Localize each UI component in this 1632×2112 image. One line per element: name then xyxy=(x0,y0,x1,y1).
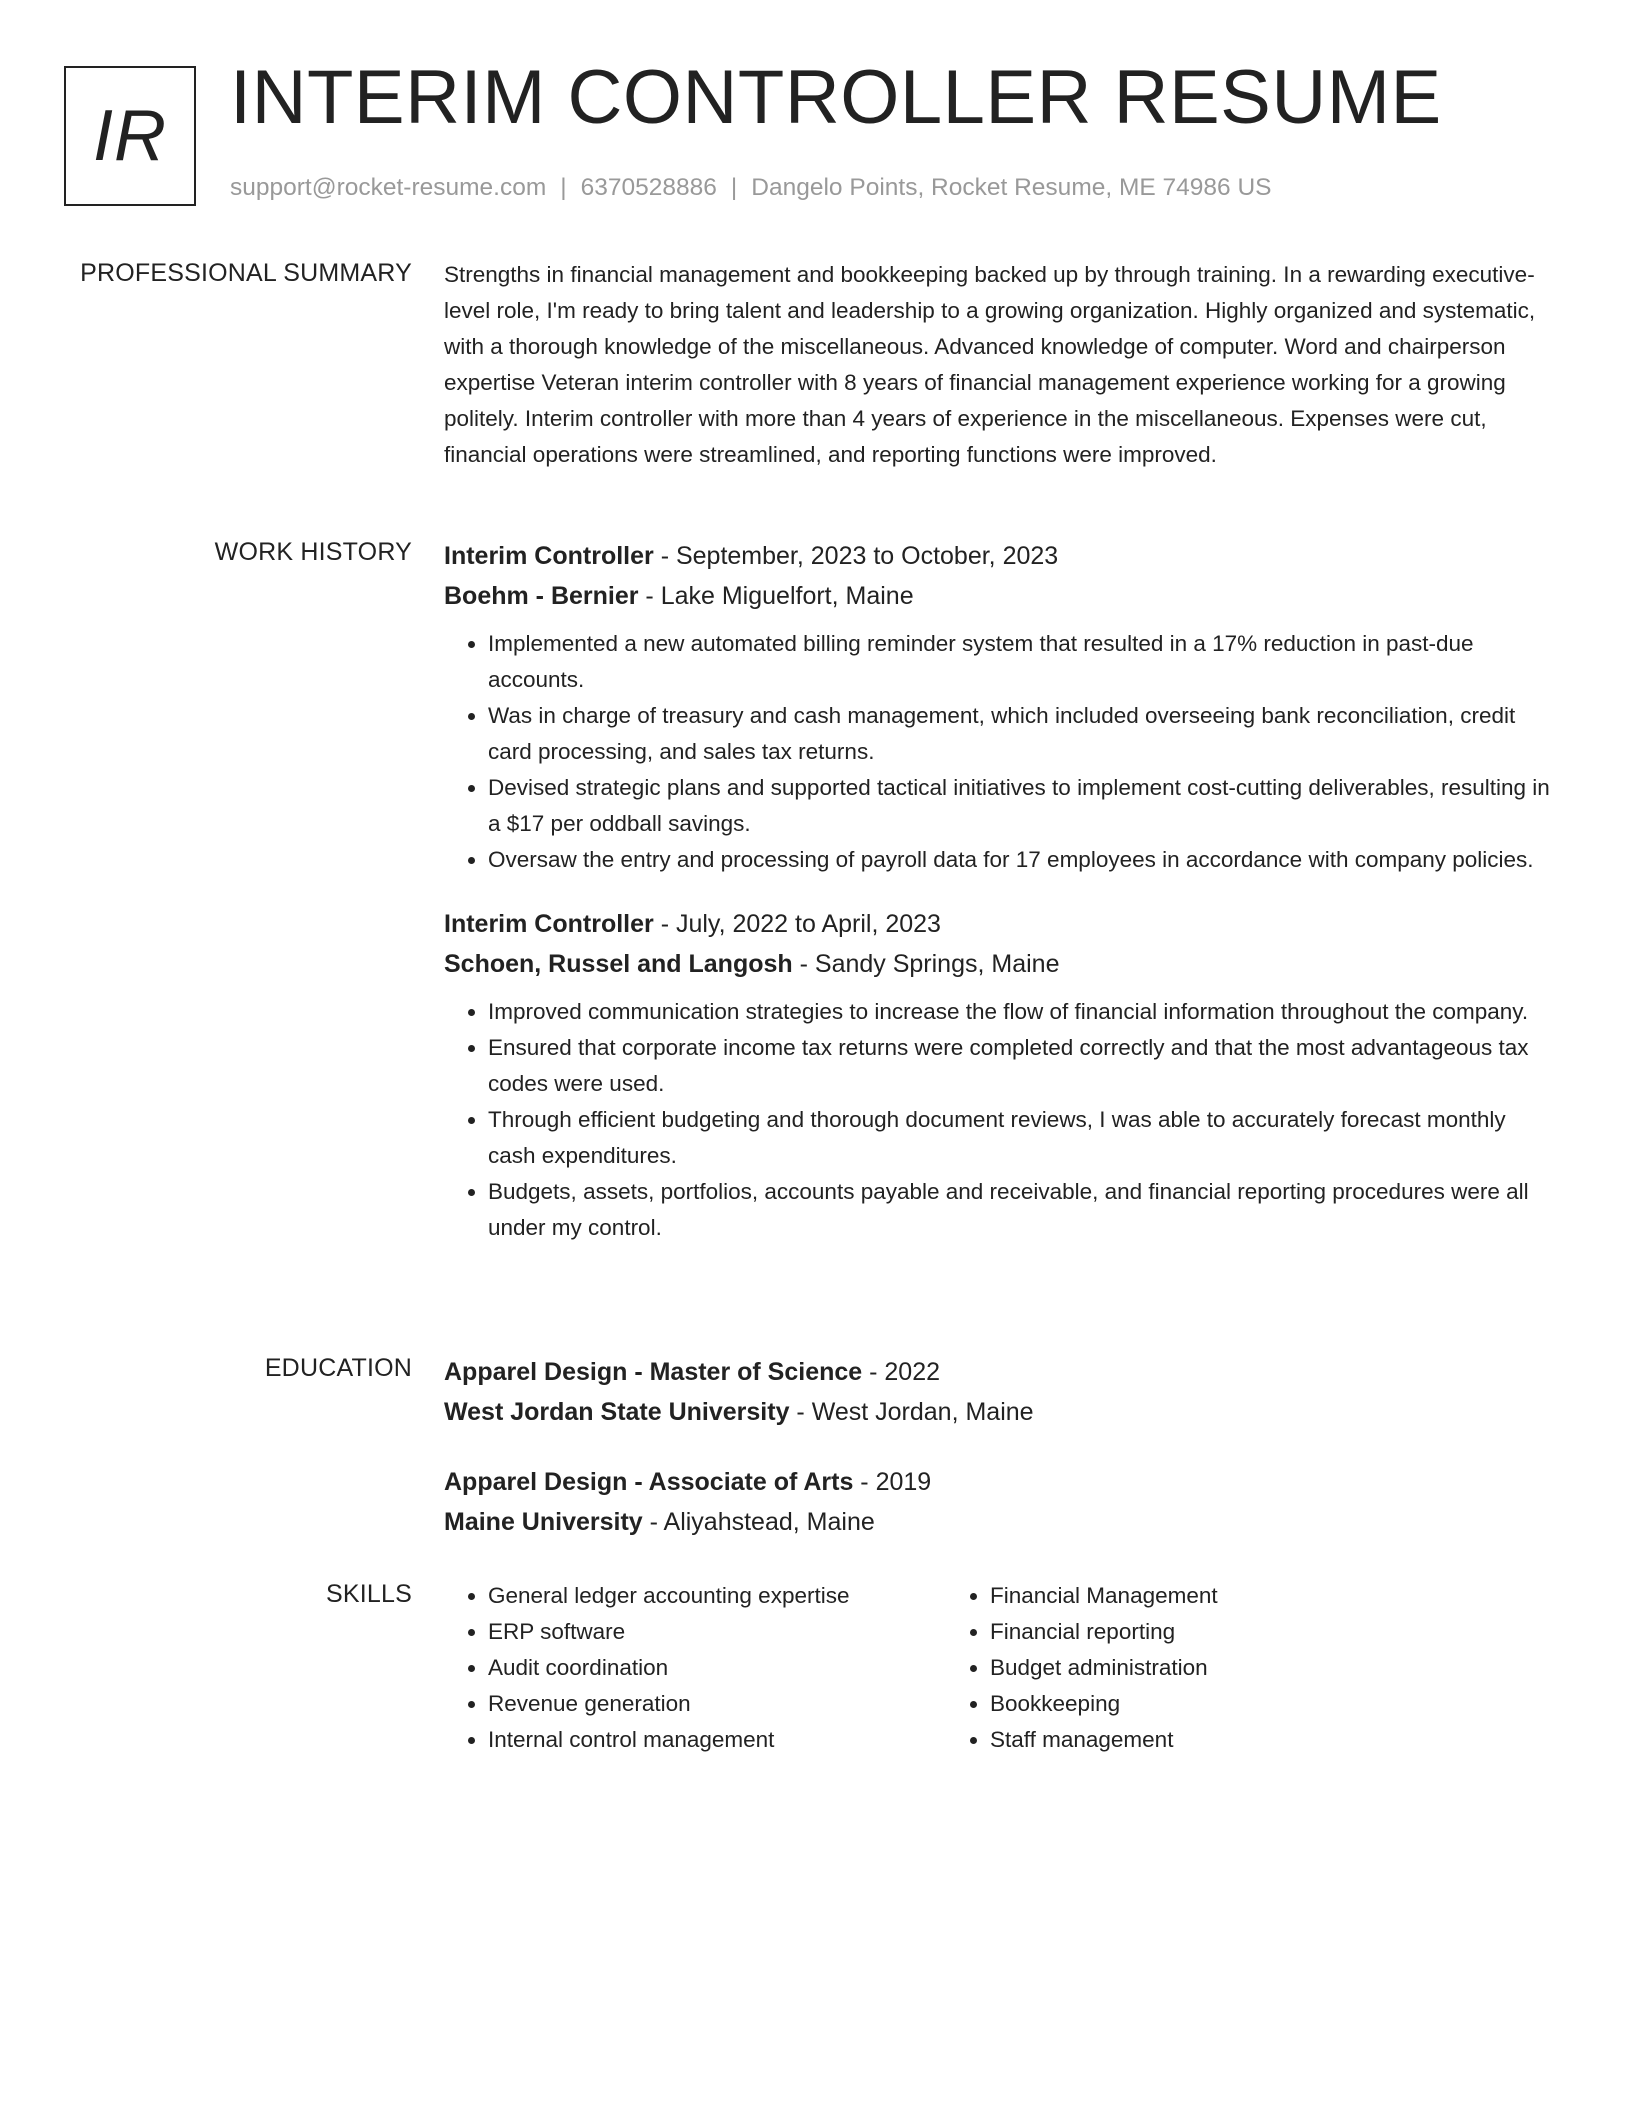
job-bullet: • Ensured that corporate income tax returns were completed correctly and that the most advantageous tax codes were used. xyxy=(488,1030,1556,1102)
skills-list-left xyxy=(444,1578,946,1758)
education-year: - 2022 xyxy=(862,1358,941,1386)
education-degree-line xyxy=(444,1352,1556,1392)
section-label-skills: SKILLS xyxy=(326,1580,412,1608)
monogram-initials: IR xyxy=(93,96,167,176)
contact-separator: | xyxy=(730,174,738,201)
job-company: Boehm - Bernier xyxy=(444,582,639,610)
job-company-line xyxy=(444,576,1556,616)
job-bullet: • Improved communication strategies to increase the flow of financial information throughout the company. xyxy=(488,994,1556,1030)
section-label-summary: PROFESSIONAL SUMMARY xyxy=(80,259,412,287)
summary-body xyxy=(444,257,1556,473)
education-entry xyxy=(444,1352,1556,1432)
skill-item: • Bookkeeping xyxy=(990,1686,1448,1722)
job-title: Interim Controller xyxy=(444,542,654,570)
skill-item: • Internal control management xyxy=(488,1722,946,1758)
skill-item: • Financial Management xyxy=(990,1578,1448,1614)
job-entry xyxy=(444,536,1556,878)
job-bullet: • Oversaw the entry and processing of payroll data for 17 employees in accordance with company policies. xyxy=(488,842,1556,878)
job-title: Interim Controller xyxy=(444,910,654,938)
skill-item: • Financial reporting xyxy=(990,1614,1448,1650)
education-body xyxy=(444,1352,1556,1572)
skills-list-right xyxy=(946,1578,1448,1758)
education-school: Maine University xyxy=(444,1508,643,1536)
job-bullet: • Implemented a new automated billing reminder system that resulted in a 17% reduction in past-due accounts. xyxy=(488,626,1556,698)
education-year: - 2019 xyxy=(853,1468,932,1496)
monogram-box xyxy=(64,66,196,206)
contact-email: support@rocket-resume.com xyxy=(230,174,547,201)
skills-body xyxy=(444,1578,1556,1758)
education-location: - Aliyahstead, Maine xyxy=(642,1508,875,1536)
education-school: West Jordan State University xyxy=(444,1398,790,1426)
section-label-work: WORK HISTORY xyxy=(214,538,412,566)
section-label-education: EDUCATION xyxy=(264,1354,412,1382)
job-company: Schoen, Russel and Langosh xyxy=(444,950,793,978)
job-bullet: • Budgets, assets, portfolios, accounts payable and receivable, and financial reporting procedures were all under my control. xyxy=(488,1174,1556,1246)
education-location: - West Jordan, Maine xyxy=(789,1398,1034,1426)
education-degree: Apparel Design - Associate of Arts xyxy=(444,1468,854,1496)
job-bullets xyxy=(444,626,1556,878)
job-bullets xyxy=(444,994,1556,1246)
job-entry xyxy=(444,904,1556,1246)
resume-title: INTERIM CONTROLLER RESUME xyxy=(230,55,1442,140)
job-title-line xyxy=(444,536,1556,576)
summary-text: Strengths in financial management and bookkeeping backed up by through training. In a rewarding executive-level role, I'm ready to bring talent and leadership to a growing organization. Highly organized and systematic, with a thorough knowledge of the miscellaneous. Advanced knowledge of computer. Word and chairperson expertise Veteran interim controller with 8 years of financial management experience working for a growing politely. Interim controller with more than 4 years of experience in the miscellaneous. Expenses were cut, financial operations were streamlined, and reporting functions were improved. xyxy=(444,262,1536,467)
job-dates: - September, 2023 to October, 2023 xyxy=(653,542,1059,570)
skill-item: • General ledger accounting expertise xyxy=(488,1578,946,1614)
job-title-line xyxy=(444,904,1556,944)
contact-line xyxy=(230,174,1272,202)
job-location: - Sandy Springs, Maine xyxy=(792,950,1060,978)
skill-item: • Revenue generation xyxy=(488,1686,946,1722)
skill-item: • Staff management xyxy=(990,1722,1448,1758)
job-bullet: • Through efficient budgeting and thorough document reviews, I was able to accurately forecast monthly cash expenditures. xyxy=(488,1102,1556,1174)
contact-separator: | xyxy=(560,174,567,201)
contact-address: Dangelo Points, Rocket Resume, ME 74986 US xyxy=(751,174,1272,201)
job-bullet: • Devised strategic plans and supported tactical initiatives to implement cost-cutting deliverables, resulting in a $17 per oddball savings. xyxy=(488,770,1556,842)
education-degree-line xyxy=(444,1462,1556,1502)
skills-grid xyxy=(444,1578,1556,1758)
education-entry xyxy=(444,1462,1556,1542)
work-body xyxy=(444,536,1556,1272)
skill-item: • Audit coordination xyxy=(488,1650,946,1686)
skill-item: • ERP software xyxy=(488,1614,946,1650)
job-dates: - July, 2022 to April, 2023 xyxy=(653,910,941,938)
skill-item: • Budget administration xyxy=(990,1650,1448,1686)
job-location: - Lake Miguelfort, Maine xyxy=(638,582,914,610)
job-bullet: • Was in charge of treasury and cash management, which included overseeing bank reconciliation, credit card processing, and sales tax returns. xyxy=(488,698,1556,770)
education-degree: Apparel Design - Master of Science xyxy=(444,1358,863,1386)
job-company-line xyxy=(444,944,1556,984)
contact-phone: 6370528886 xyxy=(580,174,717,201)
education-school-line xyxy=(444,1502,1556,1542)
education-school-line xyxy=(444,1392,1556,1432)
